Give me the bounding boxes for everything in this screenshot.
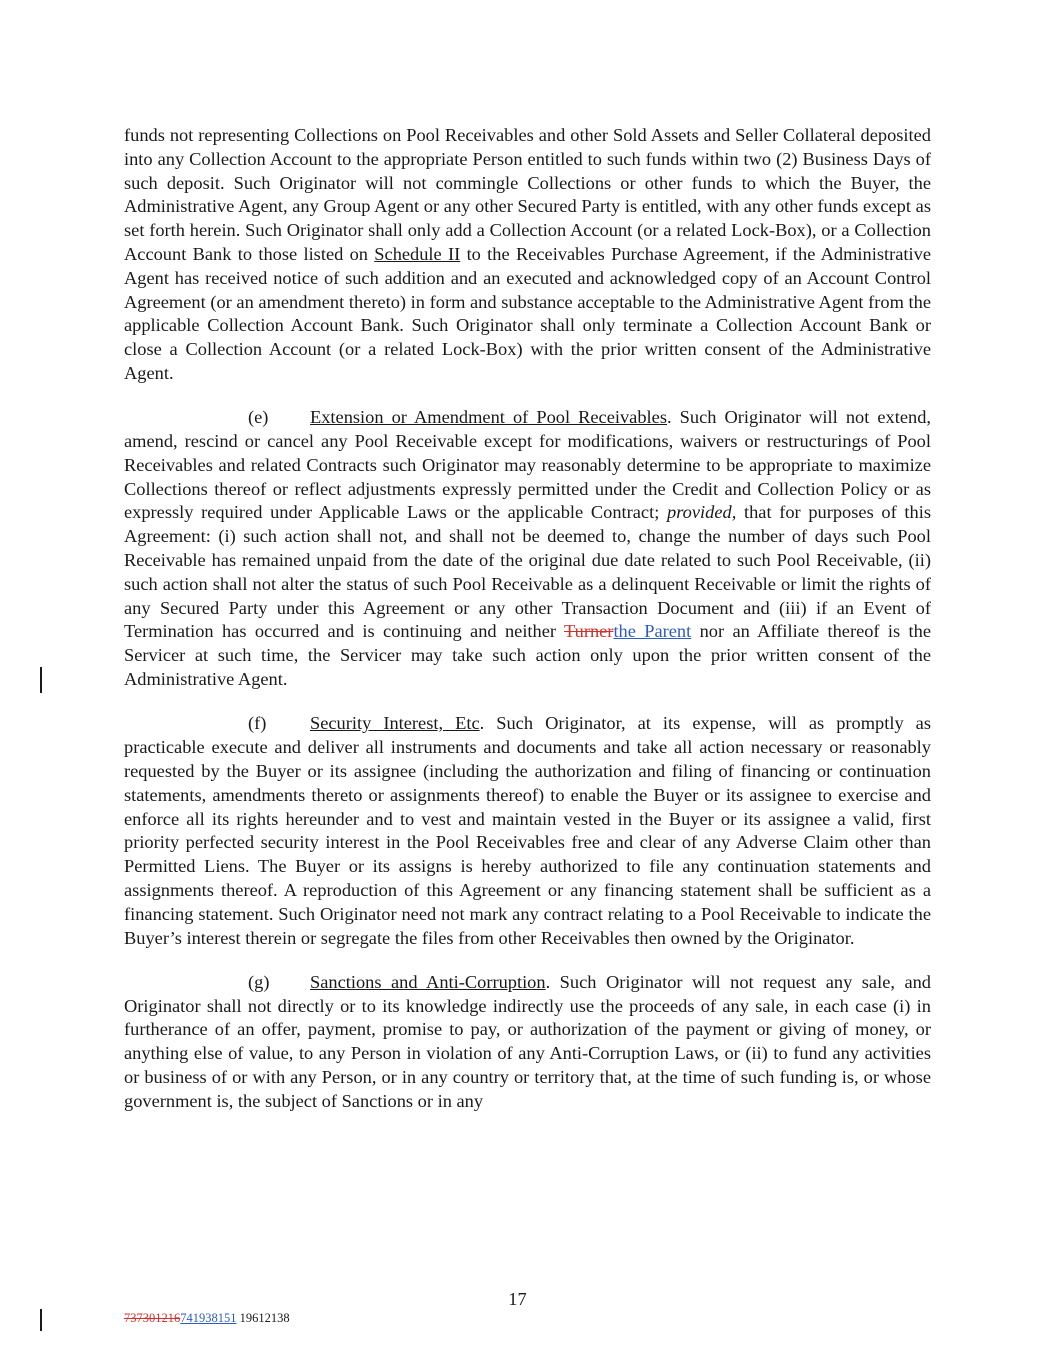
page-number: 17 (508, 1289, 527, 1309)
schedule-reference: Schedule II (374, 243, 461, 264)
deleted-text: Turner (564, 621, 614, 642)
deleted-doc-id: 737301216 (124, 1311, 181, 1325)
section-e: (e) Extension or Amendment of Pool Receivables. Such Originator will not extend, amend, rescind or cancel any Pool Receivable except for modifications, waivers or restructurings of Pool Receivables and related Contracts such Originator may reasonably determine to be appropriate to maximize Collections thereof or reflect adjustments expressly permitted under the Credit and Collection Policy or as expressly required under Applicable Laws or the applicable Contract; provided, that for purposes of this Agreement: (i) such action shall not, and shall not be deemed to, change the number of days such Pool Receivable has remained unpaid from the date of the original due date related to such Pool Receivable, (ii) such action shall not alter the status of such Pool Receivable as a delinquent Receivable or limit the rights of any Secured Party under this Agreement or any other Transaction Document and (iii) if an Event of Termination has occurred and is continuing and neither Turnerthe Parent nor an Affiliate thereof is the Servicer at such time, the Servicer may take such action only upon the prior written consent of the Administrative Agent. (124, 407, 932, 690)
document-body (124, 124, 931, 1134)
section-heading: Sanctions and Anti-Corruption (310, 971, 546, 992)
section-number: (g) (248, 971, 270, 992)
section-heading: Extension or Amendment of Pool Receivables (310, 407, 667, 428)
section-f: (f) Security Interest, Etc. Such Originator, at its expense, will as promptly as practicable execute and deliver all instruments and documents and take all action necessary or reasonably requested by the Buyer or its assignee (including the authorization and filing of financing or continuation statements, amendments thereto or assignments thereof) to enable the Buyer or its assignee to exercise and enforce all its rights hereunder and to vest and maintain vested in the Buyer or its assignee a valid, first priority perfected security interest in the Pool Receivables free and clear of any Adverse Claim other than Permitted Liens. The Buyer or its assigns is hereby authorized to file any continuation statements and assignments thereof. A reproduction of this Agreement or any financing statement shall be sufficient as a financing statement. Such Originator need not mark any contract relating to a Pool Receivable to indicate the Buyer’s interest therein or segregate the files from other Receivables then owned by the Originator. (124, 713, 931, 948)
provided-term: provided, (667, 502, 737, 523)
paragraph-continuation: funds not representing Collections on Pool Receivables and other Sold Assets and Seller Collateral deposited into any Collection Account to the appropriate Person entitled to such funds within two (2) Business Days of such deposit. Such Originator will not commingle Collections or other funds to which the Buyer, the Administrative Agent, any Group Agent or any other Secured Party is entitled, with any other funds except as set forth herein. Such Originator shall only add a Collection Account (or a related Lock-Box), or a Collection Account Bank to those listed on Schedule II to the Receivables Purchase Agreement, if the Administrative Agent has received notice of such addition and an executed and acknowledged copy of an Account Control Agreement (or an amendment thereto) in form and substance acceptable to the Administrative Agent from the applicable Collection Account Bank. Such Originator shall only terminate a Collection Account Bank or close a Collection Account (or a related Lock-Box) with the prior written consent of the Administrative Agent. (124, 125, 931, 383)
section-heading: Security Interest, Etc (310, 713, 480, 734)
section-g: (g) Sanctions and Anti-Corruption. Such Originator will not request any sale, and Originator shall not directly or to its knowledge indirectly use the proceeds of any sale, in each case (i) in furtherance of an offer, payment, promise to pay, or authorization of the payment or giving of money, or anything else of value, to any Person in violation of any Anti-Corruption Laws, or (ii) to fund any activities or business of or with any Person, or in any country or territory that, at the time of such funding is, or whose government is, the subject of Sanctions or in any (124, 971, 932, 1111)
section-number: (f) (248, 713, 267, 734)
change-bar (40, 667, 42, 693)
inserted-doc-id: 741938151 (180, 1311, 237, 1325)
inserted-text: the Parent (613, 621, 692, 642)
section-number: (e) (248, 407, 269, 428)
change-bar (40, 1309, 42, 1331)
document-id: 737301216741938151 19612138 (124, 1311, 290, 1325)
